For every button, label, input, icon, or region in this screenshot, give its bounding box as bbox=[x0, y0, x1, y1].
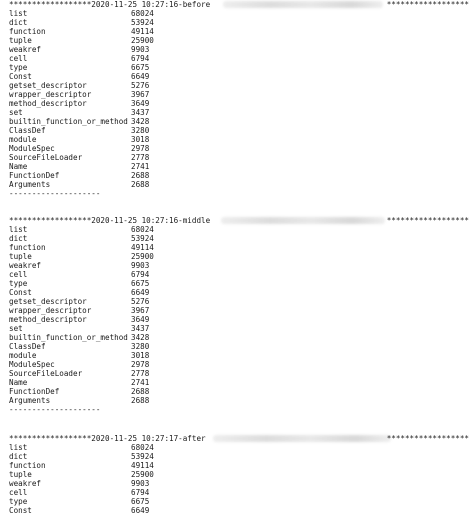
list-item: type 6675 bbox=[9, 497, 150, 506]
list-item: list 68024 bbox=[9, 443, 154, 452]
list-item: Name 2741 bbox=[9, 378, 150, 387]
list-item: cell 6794 bbox=[9, 488, 150, 497]
list-item: set 3437 bbox=[9, 108, 150, 117]
list-item: type 6675 bbox=[9, 63, 150, 72]
list-item: dict 53924 bbox=[9, 234, 154, 243]
section-divider: -------------------- bbox=[9, 405, 101, 414]
list-item: ModuleSpec 2978 bbox=[9, 144, 150, 153]
list-item: Const 6649 bbox=[9, 288, 150, 297]
list-item: function 49114 bbox=[9, 461, 154, 470]
snapshot-header bbox=[9, 216, 471, 225]
list-item: method_descriptor 3649 bbox=[9, 315, 150, 324]
list-item: wrapper_descriptor 3967 bbox=[9, 90, 150, 99]
list-item: Name 2741 bbox=[9, 162, 150, 171]
list-item: cell 6794 bbox=[9, 270, 150, 279]
list-item: builtin_function_or_method 3428 bbox=[9, 333, 150, 342]
list-item: Const 6649 bbox=[9, 72, 150, 81]
snapshot-header bbox=[9, 434, 471, 443]
snapshot-header-left: ******************2020-11-25 10:27:16-before bbox=[9, 0, 211, 9]
list-item: ClassDef 3280 bbox=[9, 342, 150, 351]
list-item: weakref 9903 bbox=[9, 45, 150, 54]
list-item: list 68024 bbox=[9, 225, 154, 234]
section-divider: -------------------- bbox=[9, 189, 101, 198]
list-item: list 68024 bbox=[9, 9, 154, 18]
list-item: dict 53924 bbox=[9, 18, 154, 27]
list-item: ClassDef 3280 bbox=[9, 126, 150, 135]
list-item: Arguments 2688 bbox=[9, 180, 150, 189]
list-item: tuple 25900 bbox=[9, 36, 154, 45]
snapshot-header bbox=[9, 0, 471, 9]
list-item: Const 6649 bbox=[9, 506, 150, 513]
redacted-region bbox=[223, 1, 383, 8]
list-item: tuple 25900 bbox=[9, 252, 154, 261]
list-item: weakref 9903 bbox=[9, 261, 150, 270]
list-item: SourceFileLoader 2778 bbox=[9, 369, 150, 378]
redacted-region bbox=[213, 435, 391, 442]
list-item: ModuleSpec 2978 bbox=[9, 360, 150, 369]
list-item: getset_descriptor 5276 bbox=[9, 81, 150, 90]
list-item: function 49114 bbox=[9, 243, 154, 252]
snapshot-header-left: ******************2020-11-25 10:27:17-after bbox=[9, 434, 206, 443]
list-item: type 6675 bbox=[9, 279, 150, 288]
snapshot-header-left: ******************2020-11-25 10:27:16-middle bbox=[9, 216, 211, 225]
list-item: set 3437 bbox=[9, 324, 150, 333]
list-item: getset_descriptor 5276 bbox=[9, 297, 150, 306]
list-item: SourceFileLoader 2778 bbox=[9, 153, 150, 162]
list-item: weakref 9903 bbox=[9, 479, 150, 488]
list-item: cell 6794 bbox=[9, 54, 150, 63]
list-item: dict 53924 bbox=[9, 452, 154, 461]
list-item: FunctionDef 2688 bbox=[9, 387, 150, 396]
snapshot-header-right: ****************** bbox=[386, 216, 469, 225]
list-item: function 49114 bbox=[9, 27, 154, 36]
list-item: Arguments 2688 bbox=[9, 396, 150, 405]
list-item: FunctionDef 2688 bbox=[9, 171, 150, 180]
snapshot-block-after bbox=[9, 434, 471, 513]
snapshot-header-right: ****************** bbox=[386, 434, 469, 443]
list-item: builtin_function_or_method 3428 bbox=[9, 117, 150, 126]
list-item: tuple 25900 bbox=[9, 470, 154, 479]
snapshot-header-right: ****************** bbox=[386, 0, 469, 9]
list-item: wrapper_descriptor 3967 bbox=[9, 306, 150, 315]
list-item: module 3018 bbox=[9, 351, 150, 360]
list-item: module 3018 bbox=[9, 135, 150, 144]
redacted-region bbox=[221, 217, 385, 224]
list-item: method_descriptor 3649 bbox=[9, 99, 150, 108]
snapshot-block-before bbox=[9, 0, 471, 198]
snapshot-block-middle bbox=[9, 216, 471, 414]
